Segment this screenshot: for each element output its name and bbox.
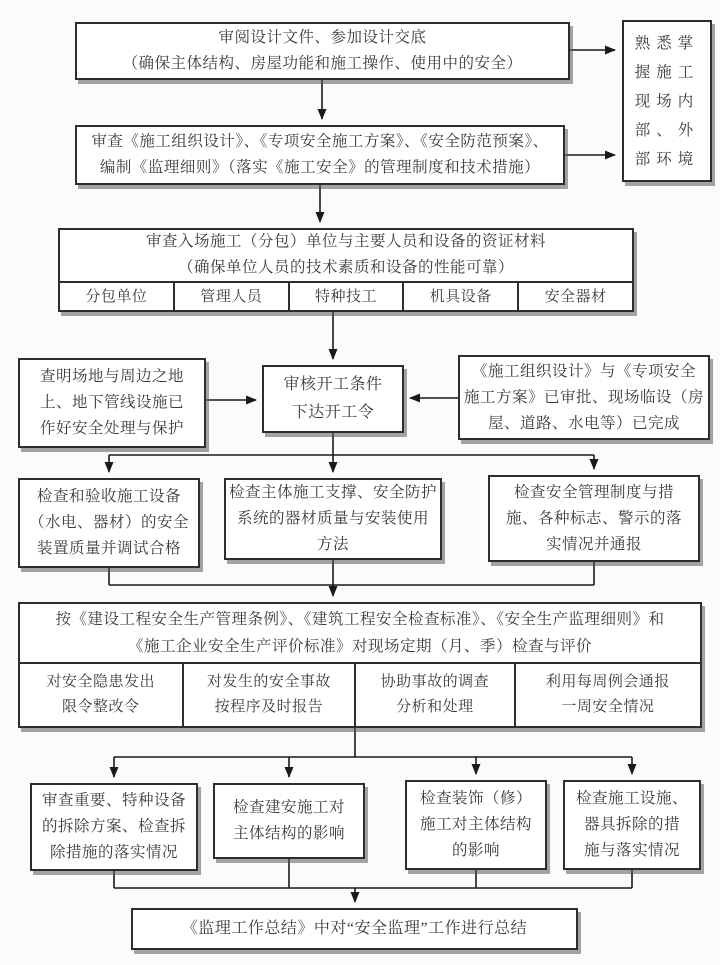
cell-accident-investigation (354, 664, 514, 726)
box-text: 系统的器材质量与安装使用 (236, 510, 429, 527)
cell-accident-reporting (182, 664, 354, 726)
box-text: 的拆除方案、检查拆 (41, 818, 186, 835)
cell-text: 管理人员 (200, 288, 263, 305)
box-text: 上、地下管线设施已 (39, 394, 184, 411)
entry-review-cells (60, 281, 632, 311)
box-site-pipeline-protection (18, 358, 206, 448)
cell-text: 限令整改令 (62, 699, 140, 715)
box-text: 装置质量并调试合格 (36, 540, 181, 557)
box-text: 现场内 (634, 92, 700, 110)
box-text: 检查安全管理制度与措 (513, 483, 674, 501)
cell-rectification-order (20, 664, 182, 726)
box-check-construction-impact (213, 783, 365, 859)
cell-text: 分包单位 (85, 288, 148, 305)
cell-text: 机具设备 (429, 288, 492, 305)
box-text: 按《建设工程安全生产管理条例》、《建筑工程安全检查标准》、《安全生产监理细则》和 (55, 611, 665, 628)
box-text: 实情况并通报 (545, 535, 642, 553)
entry-review-header (60, 229, 632, 281)
box-review-demolition-plans (30, 783, 198, 871)
box-text: 检查施工设施、 (575, 790, 688, 807)
box-supervision-work-summary (131, 908, 578, 950)
periodic-check-header (20, 604, 700, 662)
box-text: 施工方案》已审批、现场临设（房 (463, 388, 704, 406)
box-text: 编制《监理细则》（落实《施工安全》的管理制度和技术措施） (99, 159, 541, 176)
box-text: 作好安全处理与保护 (39, 420, 184, 437)
box-text: 《施工组织设计》与《专项安全 (471, 362, 696, 380)
box-review-design-documents (75, 22, 570, 80)
box-text: 审查重要、特种设备 (41, 792, 186, 809)
box-entry-qualification-review (58, 228, 634, 312)
box-check-construction-equipment (18, 478, 200, 568)
cell-machinery-equipment (402, 283, 517, 311)
box-text: 施与落实情况 (583, 842, 680, 859)
box-text: 查明场地与周边之地 (39, 368, 184, 385)
cell-text: 利用每周例会通报 (545, 674, 670, 690)
cell-text: 特种技工 (314, 288, 377, 305)
box-text: 屋、道路、水电等）已完成 (487, 414, 680, 432)
box-text: 审查《施工组织设计》、《专项安全施工方案》、《安全防范预案》、 (91, 133, 549, 150)
periodic-check-cells (20, 662, 700, 726)
box-review-safety-plans (75, 125, 565, 185)
box-text: （确保主体结构、房屋功能和施工操作、使用中的安全） (122, 55, 523, 72)
cell-text: 协助事故的调查 (380, 674, 490, 690)
box-text: 《施工企业安全生产评价标准》对现场定期（月、季）检查与评价 (127, 638, 592, 655)
box-text: 施工对主体结构 (419, 816, 532, 833)
cell-special-technicians (288, 283, 403, 311)
box-text: 部、外 (634, 121, 700, 139)
box-text: 检查装饰（修） (419, 790, 532, 807)
cell-subcontract-unit (60, 283, 173, 311)
cell-text: 按程序及时报告 (214, 699, 324, 715)
cell-safety-apparatus (517, 283, 632, 311)
box-familiarize-site-environment (622, 20, 712, 182)
box-text: 检查和验收施工设备 (36, 488, 181, 505)
cell-text: 分析和处理 (396, 699, 474, 715)
box-text: 的影响 (451, 842, 500, 859)
box-text: 器具拆除的措 (583, 816, 680, 833)
box-text: 施、各种标志、警示的落 (505, 509, 682, 527)
box-check-support-protection-systems (224, 478, 442, 560)
box-check-facility-removal (563, 780, 701, 870)
cell-management-staff (173, 283, 288, 311)
box-plans-approved-temp-works-done (458, 355, 710, 440)
box-text: （水电、器材）的安全 (28, 514, 189, 531)
box-issue-start-order (262, 365, 404, 433)
box-check-safety-management-system (488, 475, 700, 562)
cell-text: 一周安全情况 (561, 699, 655, 715)
box-text: 方法 (316, 536, 349, 553)
box-text: 握施工 (634, 63, 700, 81)
cell-text: 安全器材 (544, 288, 607, 305)
box-text: 审查入场施工（分包）单位与主要人员和设备的资证材料 (145, 233, 546, 250)
cell-text: 对发生的安全事故 (206, 674, 331, 690)
box-periodic-site-check-evaluation (18, 602, 702, 728)
box-text: 除措施的落实情况 (49, 844, 178, 861)
cell-weekly-safety-briefing (514, 664, 700, 726)
box-text: 检查主体施工支撑、安全防护 (228, 484, 437, 501)
cell-text: 对安全隐患发出 (46, 674, 156, 690)
box-text: 审阅设计文件、参加设计交底 (218, 29, 427, 46)
box-text: 下达开工令 (291, 404, 375, 421)
box-text: 检查建安施工对 (232, 799, 345, 816)
box-check-decoration-impact (405, 780, 547, 870)
box-text: 主体结构的影响 (232, 825, 345, 842)
box-text: 熟悉掌 (634, 34, 700, 52)
box-text: 《监理工作总结》中对“安全监理”工作进行总结 (181, 920, 528, 937)
box-text: 部环境 (634, 150, 700, 168)
box-text: 审核开工条件 (283, 376, 383, 393)
box-text: （确保单位人员的技术素质和设备的性能可靠） (177, 259, 514, 276)
